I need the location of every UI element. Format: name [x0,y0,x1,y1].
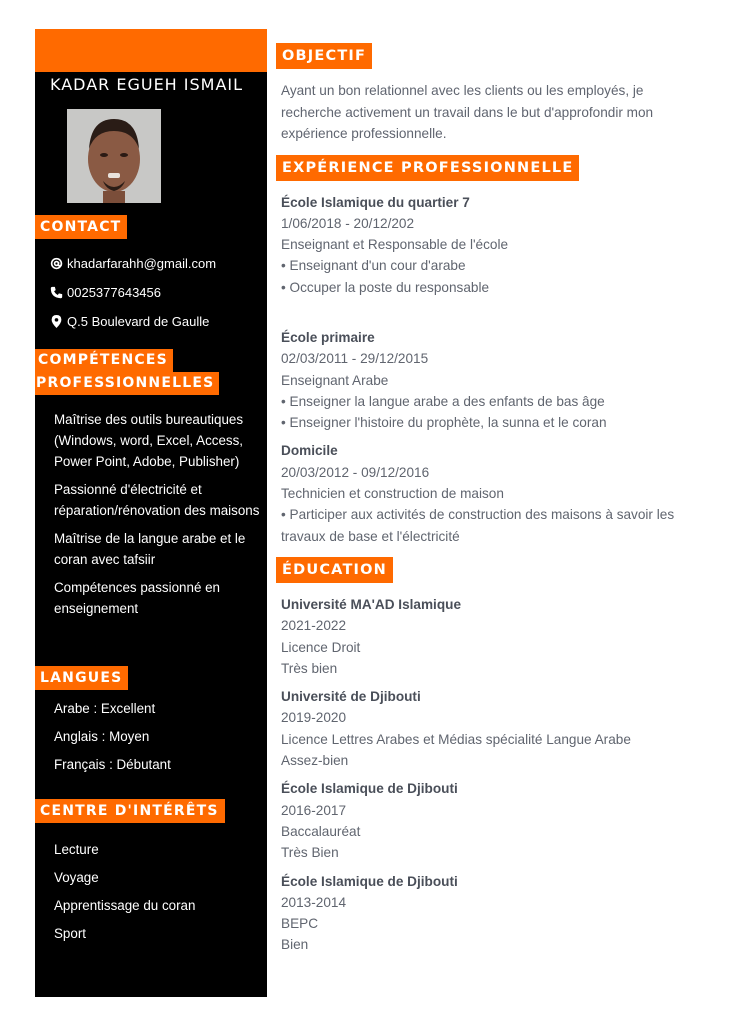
experience-section [276,155,686,547]
sidebar-accent-bar [35,29,267,72]
skills-heading-line2: PROFESSIONNELLES [35,372,219,395]
education-heading: ÉDUCATION [276,557,393,583]
experience-entry [281,327,686,433]
contact-email-text: khadarfarahh@gmail.com [67,256,217,271]
contact-section [35,215,267,336]
languages-section [35,666,267,783]
objective-heading: OBJECTIF [276,43,372,69]
education-school: Université MA'AD Islamique [281,596,461,612]
phone-icon [49,286,63,300]
experience-employer: Domicile [281,443,338,459]
experience-heading: EXPÉRIENCE PROFESSIONNELLE [276,155,579,181]
experience-role: Technicien et construction de maison [281,486,504,502]
experience-entry [281,192,686,298]
contact-phone[interactable] [35,278,267,307]
experience-dates: 1/06/2018 - 20/12/202 [281,215,415,231]
interest-item: Voyage [54,870,99,885]
language-item: Français : Débutant [54,757,171,772]
contact-heading: CONTACT [35,215,127,239]
interest-item: Sport [54,926,87,941]
portrait-icon [67,109,161,203]
interests-heading: CENTRE D'INTÉRÊTS [35,799,225,823]
experience-bullet: • Occuper la poste du responsable [281,279,490,295]
education-school: Université de Djibouti [281,689,421,705]
experience-bullet: • Participer aux activités de construction des maisons à savoir les travaux de base et l'électricité [281,507,675,544]
interest-item: Apprentissage du coran [54,898,196,913]
skills-section [35,349,267,626]
experience-employer: École primaire [281,329,375,345]
education-school: École Islamique de Djibouti [281,873,458,889]
main-content [276,43,686,956]
education-degree: Baccalauréat [281,823,361,839]
languages-heading: LANGUES [35,666,128,690]
education-degree: Licence Droit [281,639,361,655]
sidebar [35,29,267,997]
education-entry [281,778,686,863]
education-years: 2019-2020 [281,710,347,726]
education-school: École Islamique de Djibouti [281,781,458,797]
experience-entry [281,440,686,546]
education-entry [281,686,686,771]
profile-photo [67,109,161,203]
contact-address-text: Q.5 Boulevard de Gaulle [67,314,210,329]
objective-text: Ayant un bon relationnel avec les clients ou les employés, je recherche activement un travail dans le but d'approfondir mon expérience professionnelle. [281,83,654,141]
skill-item: Compétences passionné en enseignement [54,580,221,616]
education-degree: BEPC [281,916,319,932]
contact-phone-text: 0025377643456 [67,285,161,300]
language-item: Arabe : Excellent [54,701,156,716]
education-entry [281,594,686,679]
experience-role: Enseignant et Responsable de l'école [281,237,509,253]
education-mention: Très bien [281,660,338,676]
education-years: 2021-2022 [281,618,347,634]
interest-item: Lecture [54,842,99,857]
languages-list [35,699,267,775]
skill-item: Maîtrise des outils bureautiques (Windows, word, Excel, Access, Power Point, Adobe, Publisher) [54,412,244,469]
experience-dates: 02/03/2011 - 29/12/2015 [281,351,429,367]
location-pin-icon [49,315,63,329]
education-degree: Licence Lettres Arabes et Médias spécialité Langue Arabe [281,731,631,747]
experience-bullet: • Enseignant d'un cour d'arabe [281,258,466,274]
experience-employer: École Islamique du quartier 7 [281,194,470,210]
contact-email[interactable] [35,249,267,278]
skill-item: Maîtrise de la langue arabe et le coran avec tafsiir [54,531,246,567]
education-mention: Bien [281,937,309,953]
skill-item: Passionné d'électricité et réparation/rénovation des maisons [54,482,260,518]
candidate-name: KADAR EGUEH ISMAIL [50,75,244,94]
education-section [276,557,686,956]
education-entry [281,871,686,956]
skills-heading-line1: COMPÉTENCES [35,349,173,372]
education-years: 2016-2017 [281,802,347,818]
contact-address [35,307,267,336]
language-item: Anglais : Moyen [54,729,150,744]
skills-list [35,409,267,619]
education-mention: Très Bien [281,845,339,861]
education-mention: Assez-bien [281,753,349,769]
experience-bullet: • Enseigner l'histoire du prophète, la sunna et le coran [281,415,607,431]
objective-section [276,43,686,145]
experience-dates: 20/03/2012 - 09/12/2016 [281,464,430,480]
at-icon [49,257,63,271]
education-years: 2013-2014 [281,894,347,910]
skills-heading [35,349,267,395]
interests-list [35,840,267,944]
experience-bullet: • Enseigner la langue arabe a des enfants de bas âge [281,393,605,409]
interests-section [35,799,267,952]
experience-role: Enseignant Arabe [281,372,389,388]
